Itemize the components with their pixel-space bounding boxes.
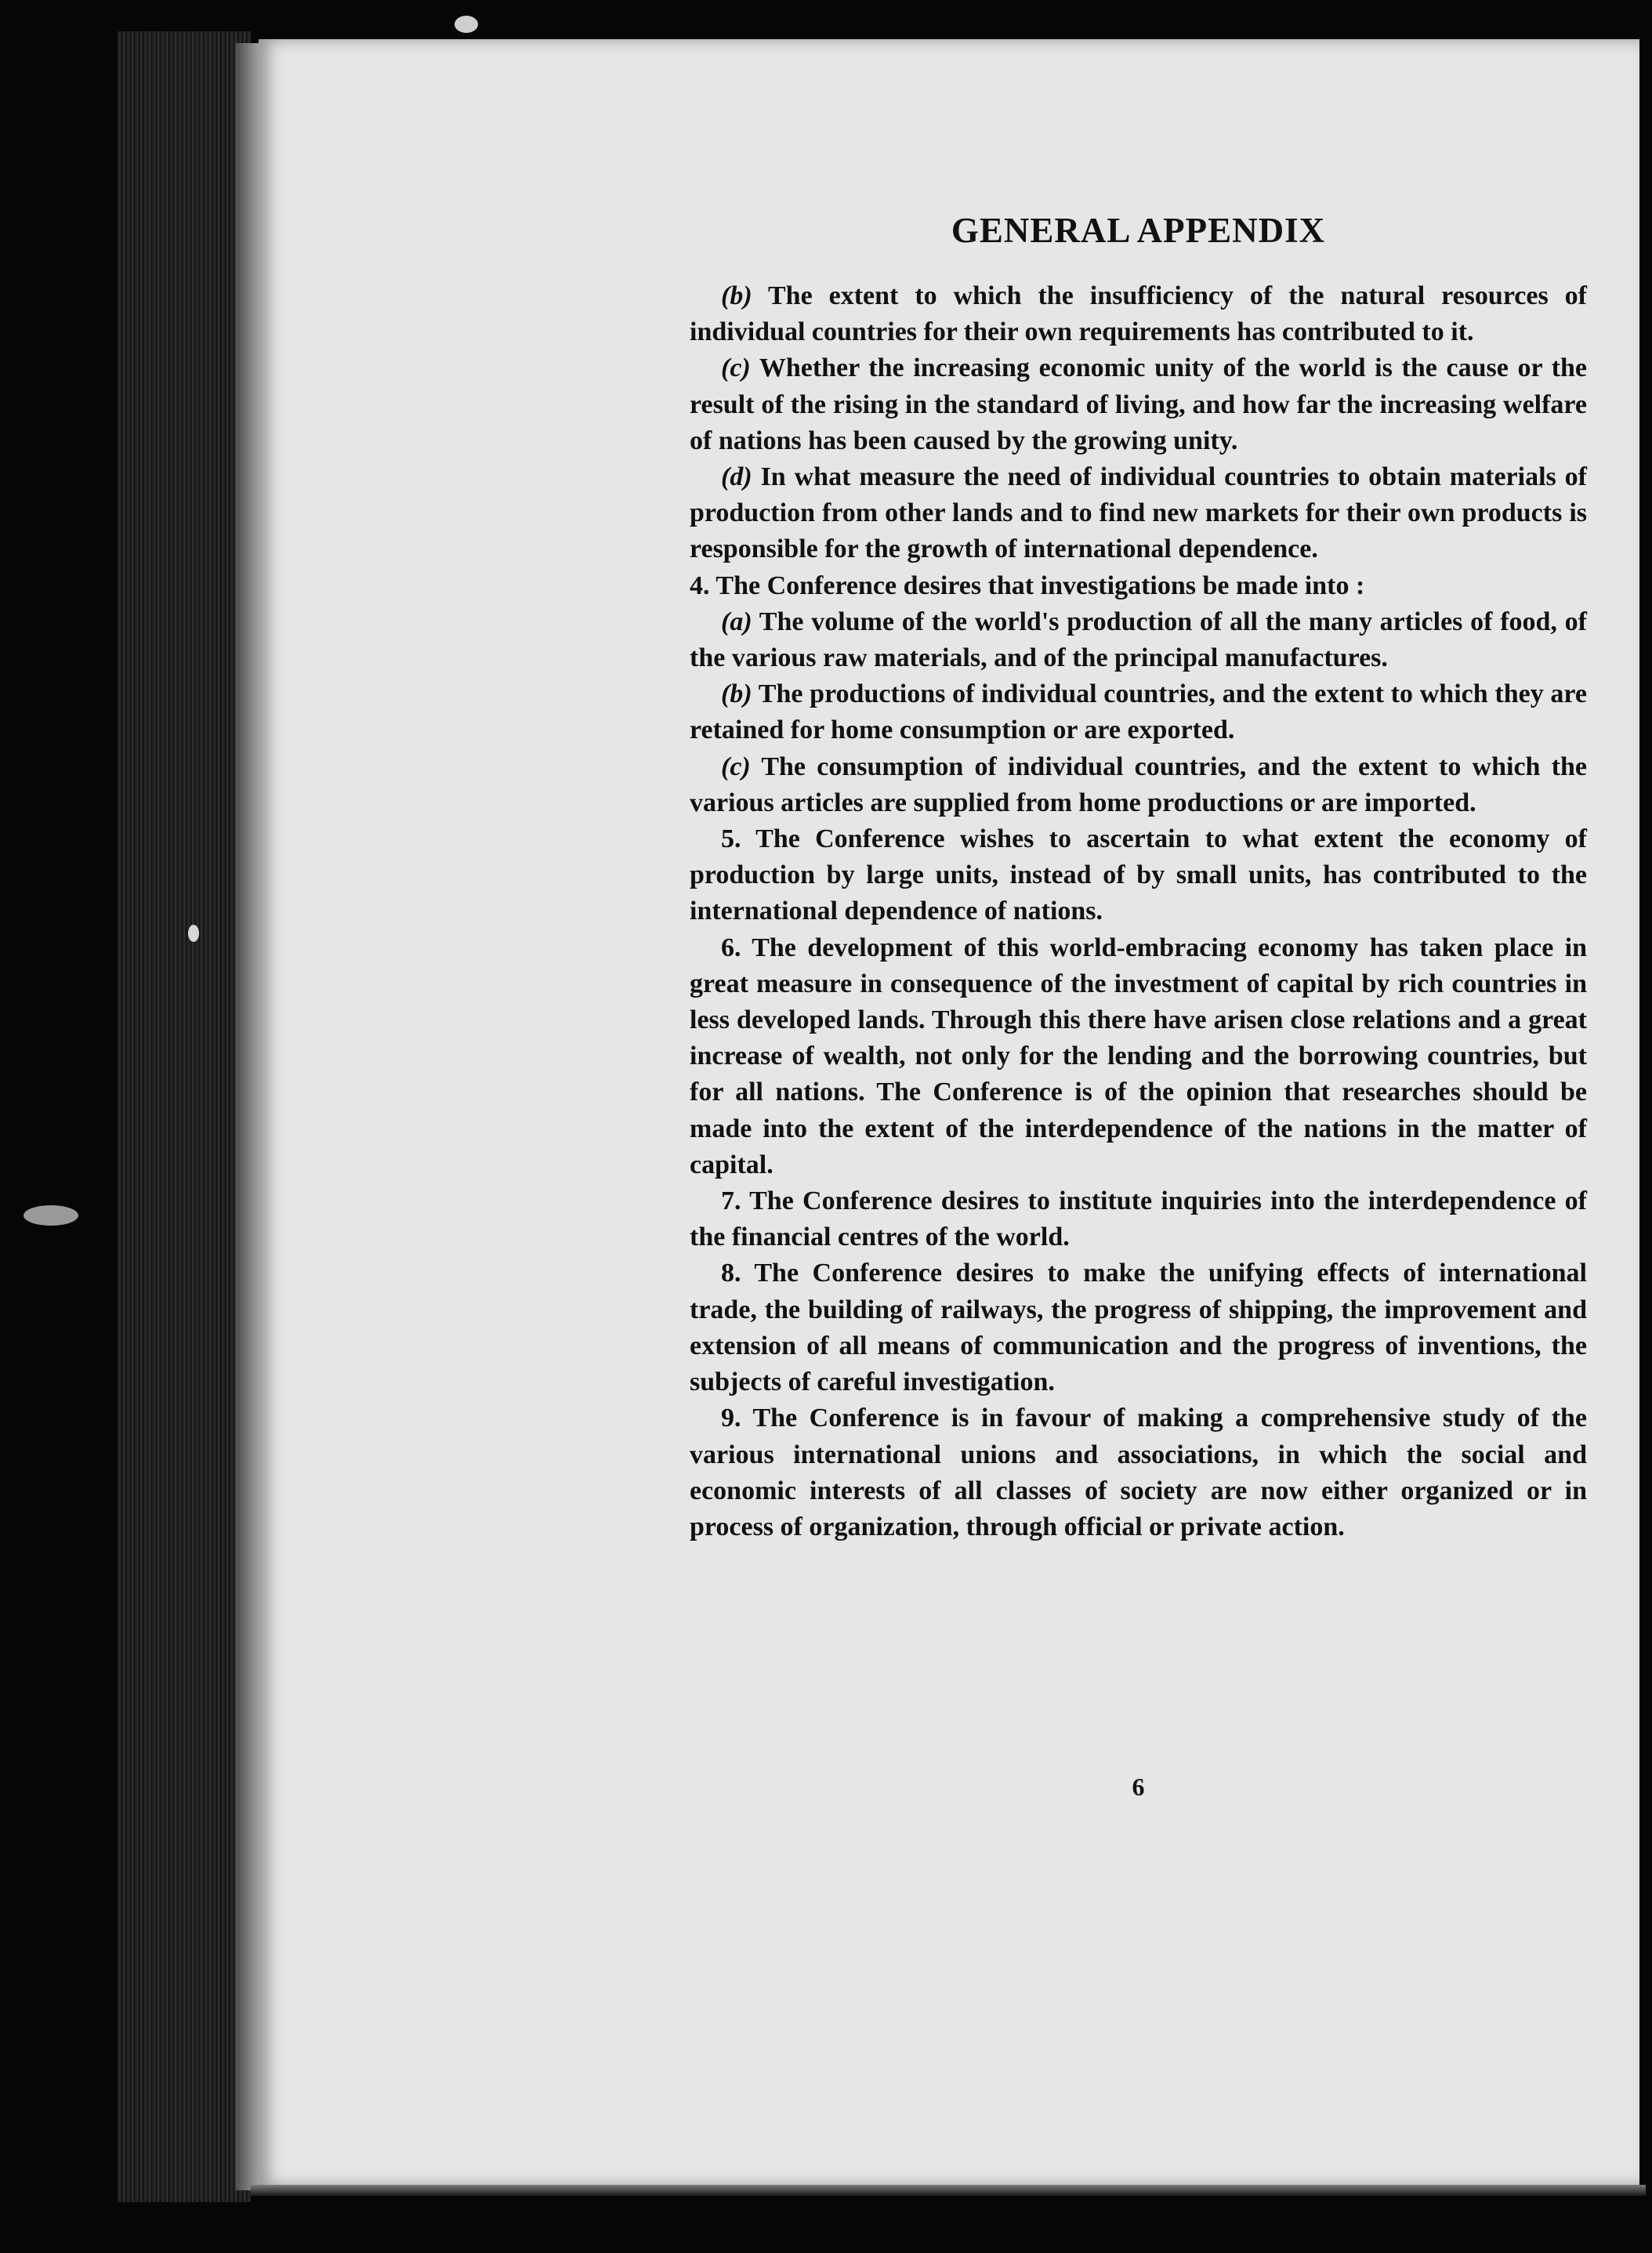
- scan-speck: [455, 16, 478, 33]
- paragraph: [690, 821, 1587, 930]
- paragraph: [690, 604, 1587, 676]
- paragraph-text: The extent to which the insufficiency of the natural resources of individual countries for their own requirements has contributed to it.: [690, 281, 1587, 347]
- book-spine: [118, 31, 251, 2202]
- paragraph: [690, 568, 1587, 604]
- paragraph-label: (d): [721, 462, 752, 492]
- paragraph-text: In what measure the need of individual countries to obtain materials of production from other lands and to find new markets for their own products is responsible for the growth of international dependence.: [690, 462, 1587, 564]
- paragraph: [690, 676, 1587, 748]
- paragraph-label: (c): [721, 353, 751, 383]
- paragraph: [690, 1183, 1587, 1255]
- paragraph-text: 8. The Conference desires to make the unifying effects of international trade, the building of railways, the progress of shipping, the improvement and extension of all means of communication and the progress of inventions, the subjects of careful investigation.: [690, 1259, 1587, 1397]
- paragraph-label: (c): [721, 752, 751, 781]
- paragraph-text: 7. The Conference desires to institute inquiries into the interdependence of the financial centres of the world.: [690, 1186, 1587, 1252]
- paragraph-label: (b): [721, 679, 752, 709]
- paragraph-text: Whether the increasing economic unity of the world is the cause or the result of the rising in the standard of living, and how far the increasing welfare of nations has been caused by the growing unity.: [690, 353, 1587, 455]
- paragraph-text: 6. The development of this world-embracing economy has taken place in great measure in consequence of the investment of capital by rich countries in less developed lands. Through this there have arisen close relations and a great increase of wealth, not only for the lending and the borrowing countries, but for all nations. The Conference is of the opinion that researches should be made into the extent of the interdependence of the nations in the matter of capital.: [690, 933, 1587, 1179]
- paragraph-text: 5. The Conference wishes to ascertain to what extent the economy of production by large units, instead of by small units, has contributed to the international dependence of nations.: [690, 824, 1587, 926]
- paragraph: [690, 930, 1587, 1183]
- paragraph-text: The consumption of individual countries, and the extent to which the various articles are supplied from home productions or are imported.: [690, 752, 1587, 817]
- paragraph: [690, 749, 1587, 821]
- paragraph: [690, 278, 1587, 350]
- paragraph-text: 9. The Conference is in favour of making a comprehensive study of the various international unions and associations, in which the social and economic interests of all classes of society are now either organized or in process of organization, through official or private action.: [690, 1404, 1587, 1541]
- paragraph: [690, 350, 1587, 459]
- paragraph-label: (a): [721, 607, 752, 636]
- page-bottom-edge: [251, 2185, 1646, 2196]
- scan-speck: [24, 1205, 78, 1226]
- scan-speck: [188, 925, 199, 942]
- paragraph: [690, 1255, 1587, 1400]
- body-text: [690, 278, 1587, 1545]
- paragraph-text: 4. The Conference desires that investigations be made into :: [690, 570, 1365, 600]
- page-number: 6: [1132, 1773, 1145, 1801]
- paragraph: [690, 1400, 1587, 1545]
- paragraph-text: The volume of the world's production of all the many articles of food, of the various raw materials, and of the principal manufactures.: [690, 607, 1587, 673]
- paragraph-text: The productions of individual countries, and the extent to which they are retained for home consumption or are exported.: [690, 679, 1587, 745]
- paragraph-label: (b): [721, 281, 752, 310]
- running-head: GENERAL APPENDIX: [951, 211, 1326, 250]
- paragraph: [690, 459, 1587, 568]
